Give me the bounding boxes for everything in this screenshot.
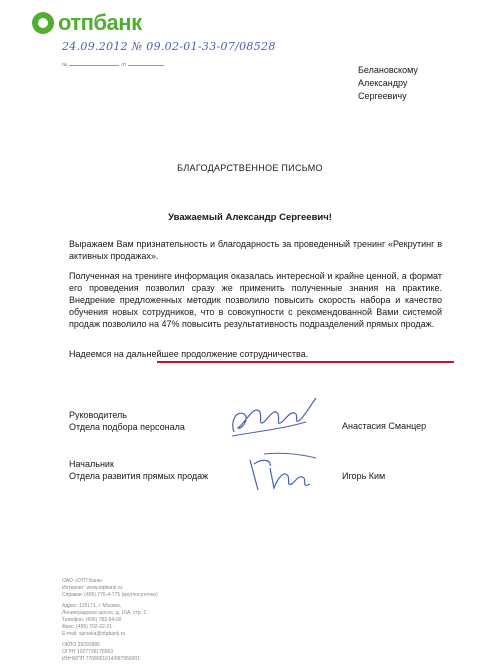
footer-company: ОАО «ОТП Банк» <box>62 578 103 584</box>
footer-email: E-mail: spravka@otpbank.ru <box>62 630 126 637</box>
signer-2-title <box>69 458 208 482</box>
signature-1-image <box>228 392 320 442</box>
signer-1-title-line-2: Отдела подбора персонала <box>69 422 185 432</box>
logo-text: отпбанк <box>58 10 142 35</box>
footer-address-2: Ленинградское шоссе, д. 16А, стр. 1 <box>62 610 147 617</box>
signer-2-title-line-2: Отдела развития прямых продаж <box>69 471 209 481</box>
footer-fax: Факс: (495) 792-32-21 <box>62 623 112 630</box>
handwritten-reference: 24.09.2012 № 09.02-01-33-07/08528 <box>62 40 276 53</box>
bank-logo <box>32 10 142 36</box>
paragraph-2: Полученная на тренинге информация оказалась интересной и крайне ценной, а формат его проведения позволил сразу же применить полученные знания на практике. Внедрение предложенных методик позволило повысить скорость набора и качество обучения новых сотрудников, что в совокупности с рекомендованной Вами системой продаж позволило на 47% повысить результативность подразделений прямых продаж. <box>69 271 442 329</box>
paragraph-3: Надеемся на дальнейшее продолжение сотрудничества. <box>69 349 309 359</box>
footer-ogrn: ОГРН 1027739176563 <box>62 649 114 656</box>
highlight-underline <box>157 361 454 363</box>
reference-line <box>62 62 166 68</box>
signer-1-title-line-1: Руководитель <box>69 410 127 420</box>
addressee-line-1: Белановскому <box>358 65 418 75</box>
footer-info: Справки: (495) 775-4-775 (круглосуточно) <box>62 591 158 598</box>
signer-2-title-line-1: Начальник <box>69 459 114 469</box>
footer-address-1: Адрес: 125171, г. Москва, <box>62 603 122 610</box>
signer-1-title <box>69 409 185 433</box>
footer-details <box>62 578 158 663</box>
ref-no-label: № <box>62 62 68 68</box>
signer-1-name: Анастасия Сманцер <box>342 421 427 431</box>
logo-icon <box>32 12 54 34</box>
ref-from-label: от <box>121 62 127 68</box>
letter-greeting: Уважаемый Александр Сергеевич! <box>168 212 332 223</box>
footer-inn: ИНН/КПП 7708001614/997950001 <box>62 655 140 662</box>
footer-okpo: ОКПО 29293885 <box>62 642 100 649</box>
addressee-line-3: Сергеевичу <box>358 91 407 101</box>
signature-2-image <box>240 450 320 498</box>
footer-phone: Телефон: (495) 783-54-00 <box>62 616 122 623</box>
signer-2-name: Игорь Ким <box>342 471 386 481</box>
footer-internet: Интернет: www.otpbank.ru <box>62 584 123 591</box>
addressee-line-2: Александру <box>358 78 408 88</box>
addressee-block <box>358 64 418 103</box>
paragraph-1: Выражаем Вам признательность и благодарность за проведенный тренинг «Рекрутинг в активных продажах». <box>69 239 442 261</box>
letter-title: БЛАГОДАРСТВЕННОЕ ПИСЬМО <box>177 163 323 173</box>
